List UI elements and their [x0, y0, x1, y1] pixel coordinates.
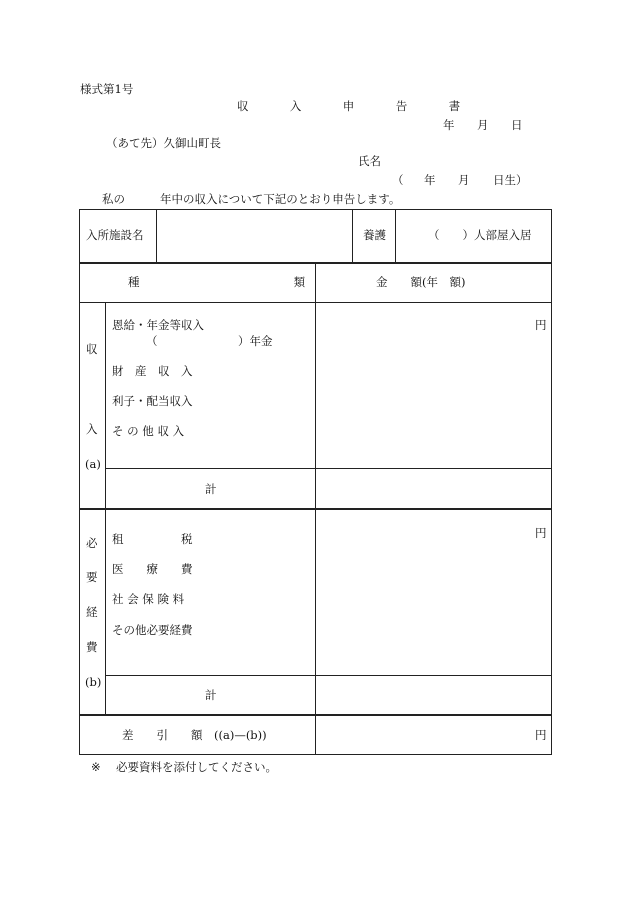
expense-amount-field[interactable] — [318, 511, 549, 673]
date-month: 月 — [477, 118, 489, 132]
expense-yen: 円 — [535, 526, 547, 540]
difference-label: 差 引 額 ((a)—(b)) — [122, 728, 267, 742]
income-yen: 円 — [535, 318, 547, 332]
expense-total-label: 計 — [205, 688, 217, 702]
expense-item-tax: 租 税 — [112, 532, 193, 546]
income-amount-field[interactable] — [318, 305, 549, 466]
addressee: （あて先）久御山町長 — [106, 136, 221, 150]
income-side-1: 収 — [86, 342, 98, 356]
income-item-interest: 利子・配当収入 — [112, 394, 193, 408]
facility-label: 入所施設名 — [86, 228, 144, 242]
expense-side-4: 費 — [86, 640, 98, 654]
statement-prefix: 私の — [102, 192, 125, 206]
difference-amount-field[interactable] — [318, 717, 549, 752]
header-amount: 金 額(年 額) — [376, 275, 466, 289]
name-label: 氏名 — [358, 154, 381, 168]
birth-day: 日生） — [493, 173, 528, 187]
expense-total-field[interactable] — [318, 678, 549, 712]
income-item-pension-type: （ ）年金 — [146, 334, 273, 348]
note-text: 必要資料を添付してください。 — [116, 760, 277, 774]
income-side-3: (a) — [85, 457, 101, 471]
income-total-label: 計 — [205, 482, 217, 496]
statement-body: 年中の収入について下記のとおり申告します。 — [160, 192, 401, 206]
expense-item-medical: 医 療 費 — [112, 562, 193, 576]
birth-year: 年 — [424, 173, 436, 187]
form-title: 収 入 申 告 書 — [237, 99, 476, 113]
expense-side-3: 経 — [86, 605, 98, 619]
date-day: 日 — [511, 118, 523, 132]
income-item-other: そ の 他 収 入 — [112, 424, 185, 438]
expense-item-insurance: 社 会 保 険 料 — [112, 592, 185, 606]
income-total-field[interactable] — [318, 471, 549, 506]
difference-yen: 円 — [535, 728, 547, 742]
income-item-pension: 恩給・年金等収入 — [112, 318, 204, 332]
room-type: （ ）人部屋入居 — [428, 228, 532, 242]
income-item-property: 財 産 収 入 — [112, 364, 193, 378]
expense-side-5: (b) — [85, 675, 102, 689]
date-year: 年 — [443, 118, 455, 132]
expense-side-2: 要 — [86, 570, 98, 584]
income-side-2: 入 — [86, 422, 98, 436]
expense-side-1: 必 — [86, 536, 98, 550]
form-number: 様式第1号 — [80, 82, 134, 96]
note-mark: ※ — [91, 760, 101, 774]
birth-month: 月 — [458, 173, 470, 187]
birth-open: （ — [392, 173, 404, 187]
care-label: 養護 — [363, 228, 386, 242]
header-type: 種 類 — [128, 275, 349, 289]
expense-item-other: その他必要経費 — [112, 623, 193, 637]
facility-name-field[interactable] — [158, 212, 350, 260]
